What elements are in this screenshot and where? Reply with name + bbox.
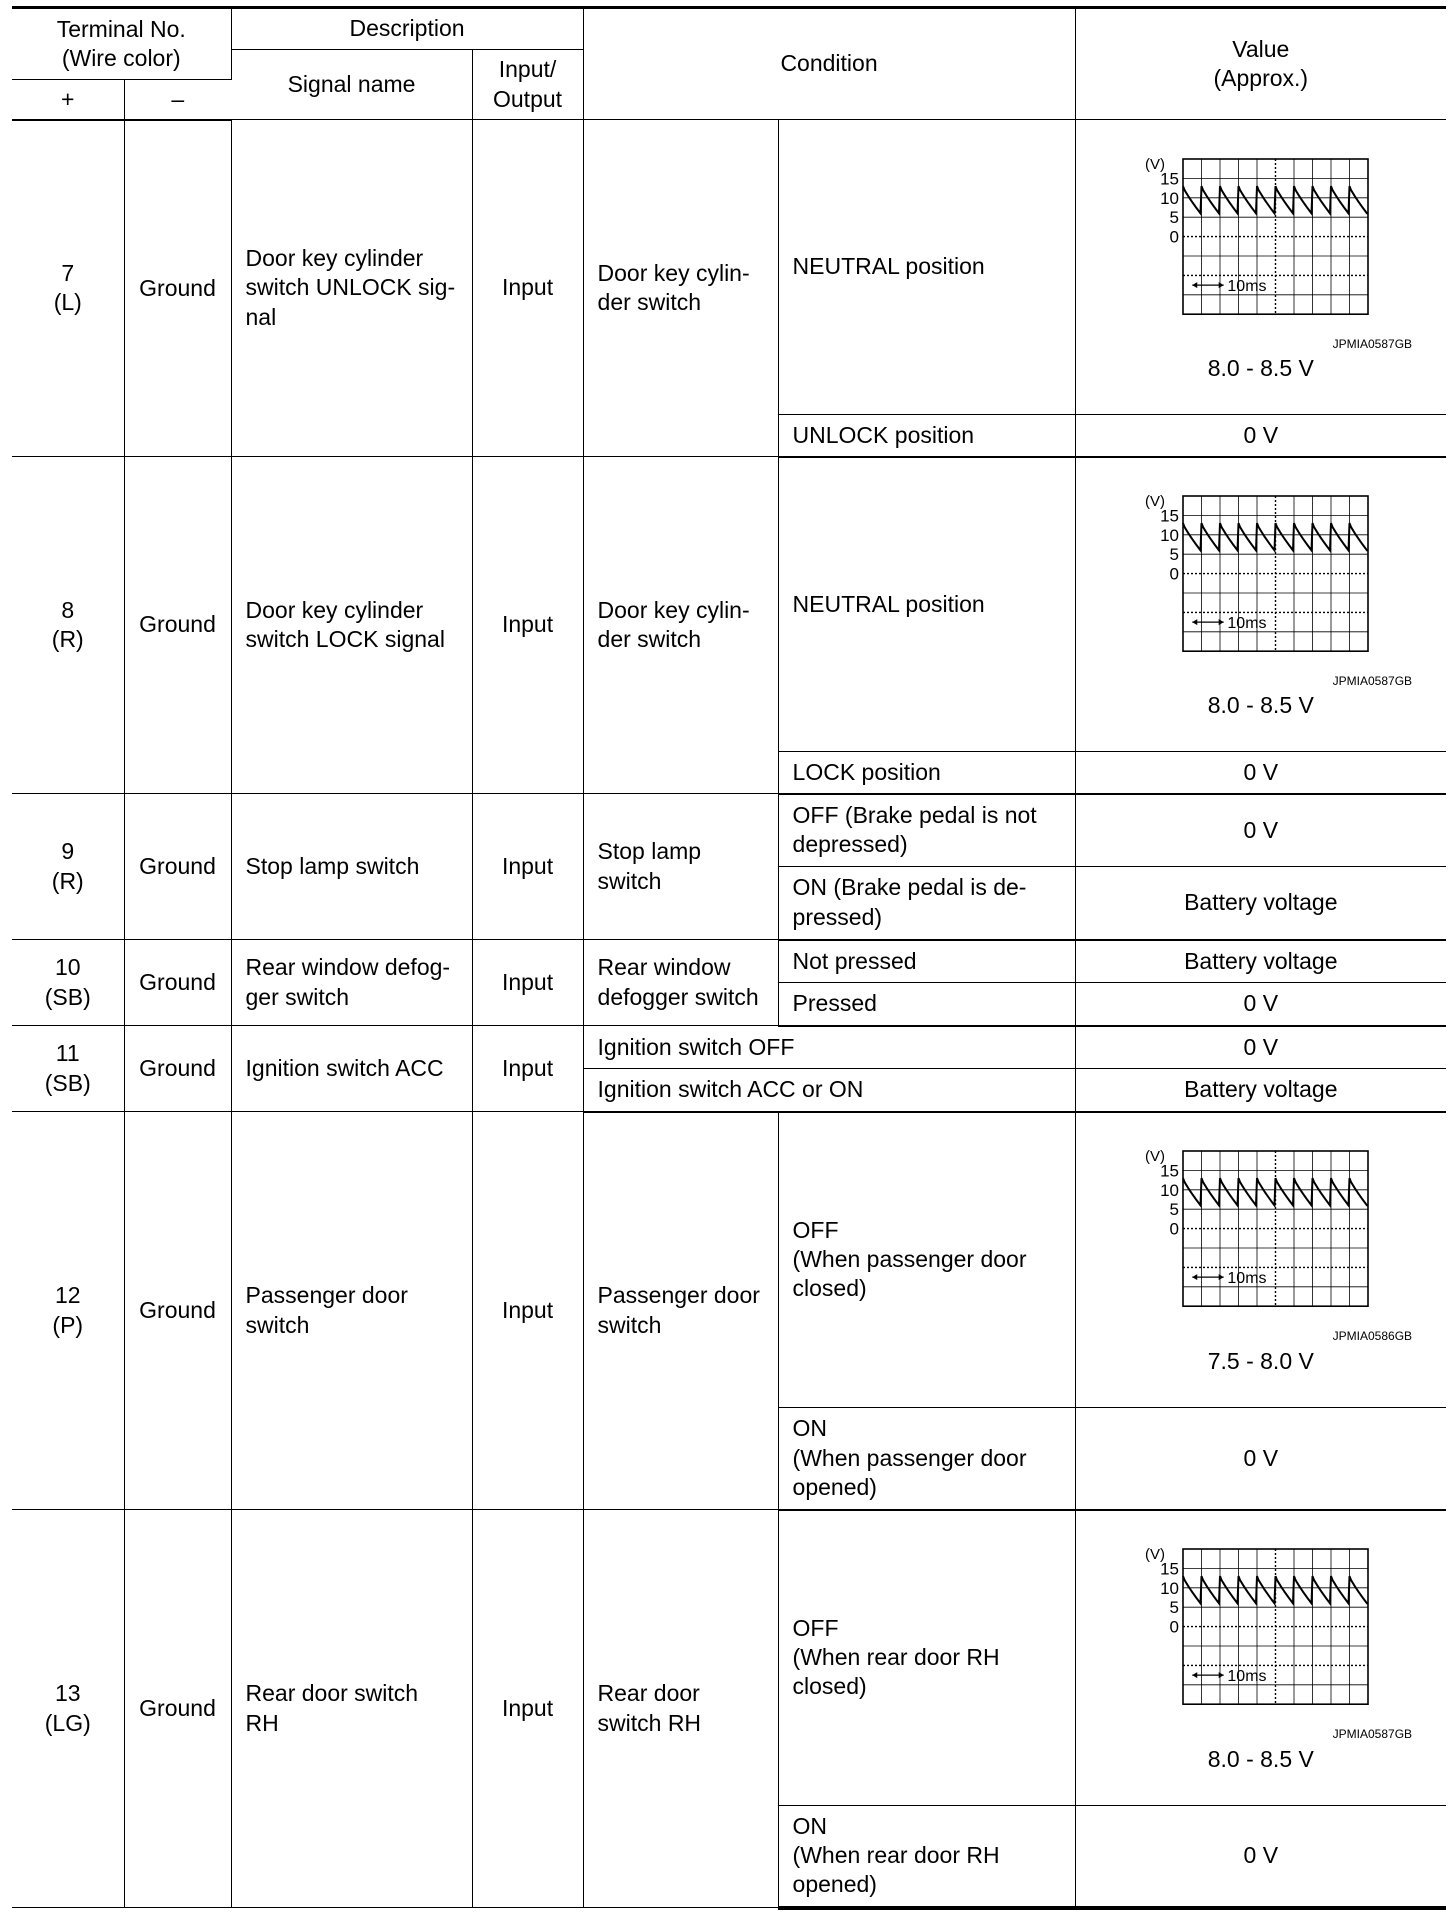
value-cell: 0 V [1075,794,1446,867]
terminal-cell: 10 (SB) [12,940,124,1026]
value-cell: Battery voltage [1075,867,1446,940]
state-cell: OFF (When passenger door closed) [778,1112,1075,1408]
signal-name-cell: Ignition switch ACC [231,1026,472,1112]
state-cell: NEUTRAL position [778,120,1075,415]
value-cell: 0 V [1075,1806,1446,1908]
terminal-cell: 8 (R) [12,457,124,794]
signal-name-cell: Rear door switch RH [231,1510,472,1908]
ground-cell: Ground [124,940,231,1026]
value-cell: 0 V [1075,415,1446,457]
y-tick-label: 0 [1169,564,1179,584]
signal-name-cell: Door key cylinder switch UNLOCK sig- nal [231,120,472,457]
terminal-table [12,6,1446,1910]
value-cell: 0 V [1075,983,1446,1026]
plus-header: + [12,80,124,120]
y-tick-label: 0 [1169,1219,1179,1239]
input-output-header: Input/ Output [472,50,583,120]
y-tick-label: 10 [1159,525,1179,545]
description-header: Description [231,8,583,50]
y-tick-label: 5 [1169,545,1179,565]
figure-id: JPMIA0587GB [1332,673,1413,688]
waveform-graph [1111,1541,1411,1731]
y-unit-label: (V) [1144,492,1165,510]
signal-name-cell: Passenger door switch [231,1112,472,1510]
ground-cell: Ground [124,120,231,457]
value-text: 7.5 - 8.0 V [1207,1347,1314,1374]
ground-cell: Ground [124,457,231,794]
state-cell: UNLOCK position [778,415,1075,457]
signal-name-header: Signal name [231,50,472,120]
waveform-graph [1111,151,1411,341]
state-cell: Ignition switch OFF [583,1026,1075,1069]
io-cell: Input [472,794,583,940]
minus-header: – [124,80,231,120]
time-scale-label: 10ms [1227,614,1267,632]
y-tick-label: 15 [1159,1559,1179,1579]
waveform-graph [1111,1143,1411,1333]
signal-name-cell: Door key cylinder switch LOCK signal [231,457,472,794]
y-unit-label: (V) [1144,155,1165,173]
value-cell [1075,1510,1446,1806]
state-cell: LOCK position [778,752,1075,794]
value-cell [1075,120,1446,415]
terminal-no-header: Terminal No. (Wire color) [12,8,231,80]
ground-cell: Ground [124,1026,231,1112]
state-cell: OFF (When rear door RH closed) [778,1510,1075,1806]
condition-cell: Door key cylin- der switch [583,120,778,457]
value-text: 8.0 - 8.5 V [1207,1745,1314,1772]
y-tick-label: 10 [1159,188,1179,208]
condition-cell: Rear door switch RH [583,1510,778,1908]
y-tick-label: 5 [1169,1200,1179,1220]
terminal-cell: 11 (SB) [12,1026,124,1112]
value-cell: Battery voltage [1075,940,1446,983]
value-text: 8.0 - 8.5 V [1207,354,1314,381]
state-cell: Not pressed [778,940,1075,983]
condition-cell: Rear window defogger switch [583,940,778,1026]
ground-cell: Ground [124,794,231,940]
value-cell: Battery voltage [1075,1069,1446,1112]
terminal-table-page [12,6,1446,1906]
state-cell: Ignition switch ACC or ON [583,1069,1075,1112]
y-tick-label: 5 [1169,1598,1179,1618]
time-scale-label: 10ms [1227,277,1267,295]
state-cell: ON (Brake pedal is de- pressed) [778,867,1075,940]
y-tick-label: 10 [1159,1579,1179,1599]
y-tick-label: 15 [1159,506,1179,526]
y-tick-label: 0 [1169,1617,1179,1637]
value-cell [1075,457,1446,752]
y-tick-label: 5 [1169,207,1179,227]
terminal-cell: 12 (P) [12,1112,124,1510]
io-cell: Input [472,1026,583,1112]
value-cell [1075,1112,1446,1408]
y-tick-label: 0 [1169,227,1179,247]
time-scale-label: 10ms [1227,1270,1267,1288]
state-cell: OFF (Brake pedal is not depressed) [778,794,1075,867]
condition-header: Condition [583,8,1075,120]
terminal-cell: 7 (L) [12,120,124,457]
io-cell: Input [472,1112,583,1510]
waveform-graph [1111,488,1411,678]
signal-name-cell: Stop lamp switch [231,794,472,940]
state-cell: NEUTRAL position [778,457,1075,752]
state-cell: ON (When rear door RH opened) [778,1806,1075,1908]
state-cell: ON (When passenger door opened) [778,1408,1075,1510]
terminal-cell: 9 (R) [12,794,124,940]
ground-cell: Ground [124,1510,231,1908]
condition-cell: Stop lamp switch [583,794,778,940]
condition-cell: Door key cylin- der switch [583,457,778,794]
figure-id: JPMIA0587GB [1332,336,1413,351]
condition-cell: Passenger door switch [583,1112,778,1510]
figure-id: JPMIA0587GB [1332,1727,1413,1742]
io-cell: Input [472,1510,583,1908]
y-tick-label: 10 [1159,1181,1179,1201]
io-cell: Input [472,940,583,1026]
io-cell: Input [472,120,583,457]
io-cell: Input [472,457,583,794]
value-cell: 0 V [1075,1026,1446,1069]
value-header: Value (Approx.) [1075,8,1446,120]
y-unit-label: (V) [1144,1546,1165,1564]
signal-name-cell: Rear window defog- ger switch [231,940,472,1026]
y-tick-label: 15 [1159,1161,1179,1181]
state-cell: Pressed [778,983,1075,1026]
value-cell: 0 V [1075,1408,1446,1510]
value-text: 8.0 - 8.5 V [1207,692,1314,719]
y-tick-label: 15 [1159,168,1179,188]
ground-cell: Ground [124,1112,231,1510]
y-unit-label: (V) [1144,1148,1165,1166]
time-scale-label: 10ms [1227,1668,1267,1686]
figure-id: JPMIA0586GB [1332,1329,1413,1344]
value-cell: 0 V [1075,752,1446,794]
terminal-cell: 13 (LG) [12,1510,124,1908]
